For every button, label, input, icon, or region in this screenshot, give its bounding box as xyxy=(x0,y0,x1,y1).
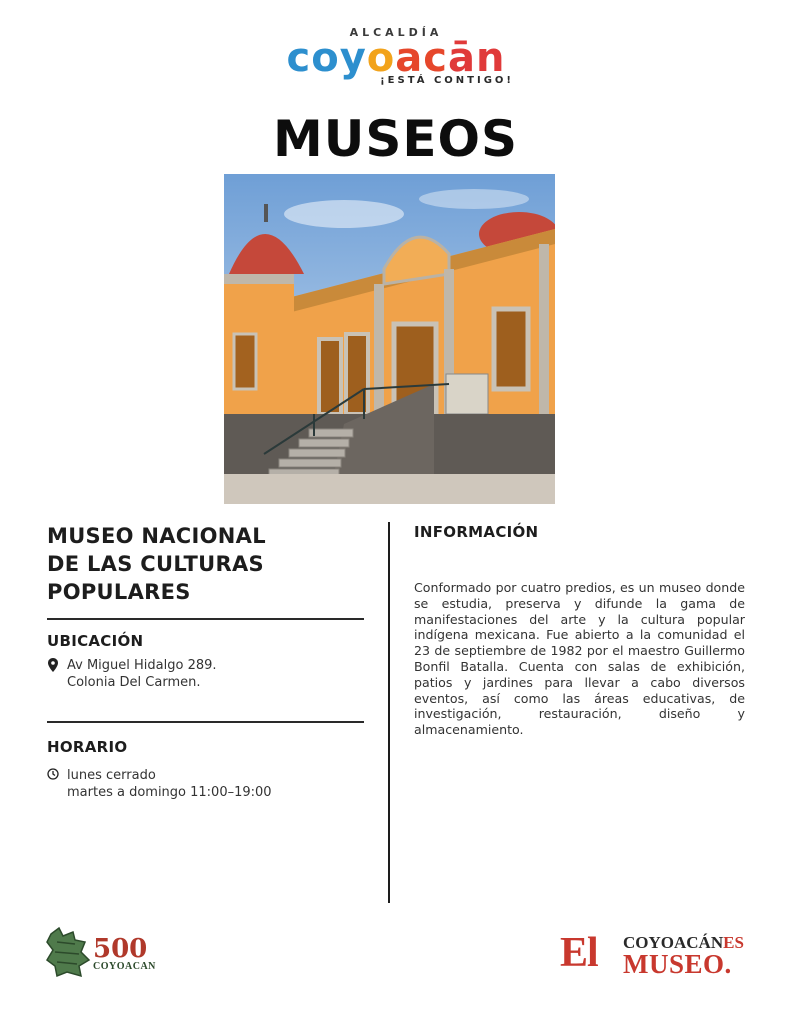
logo-coyoacan: COYOACÁN xyxy=(623,933,724,952)
alcaldia-coyoacan-logo xyxy=(270,26,522,96)
logo-letter: c xyxy=(286,35,312,81)
info-heading: INFORMACIÓN xyxy=(414,523,539,541)
address-line-1: Av Miguel Hidalgo 289. xyxy=(67,658,217,673)
logo-500-text: COYOACAN xyxy=(93,960,156,972)
logo-letter: y xyxy=(339,35,367,81)
coyoacan-500-logo xyxy=(45,926,165,982)
museum-name: MUSEO NACIONAL DE LAS CULTURAS POPULARES xyxy=(47,524,266,604)
logo-letter: ā xyxy=(448,35,476,81)
info-paragraph: Conformado por cuatro predios, es un museo donde se estudia, preserva y difunde la gama de manifestaciones del arte y la cultura popular indígena mexicana. Fue abierto a la comunidad el 23 de septiembre de 1982 por el maestro Guillermo Bonfil Batalla. Cuenta con salas de exhibición, patios y jardines para llevar a cabo diversos eventos, así como las áreas educativas, de investigación, restauración, diseño y almacenamiento. xyxy=(414,580,745,738)
logo-museo: MUSEO. xyxy=(623,949,732,979)
logo-es: ES xyxy=(723,933,744,952)
schedule-heading: HORARIO xyxy=(47,738,128,756)
schedule xyxy=(47,767,272,801)
logo-slogan: ¡ESTÁ CONTIGO! xyxy=(380,75,514,86)
address-line-2: Colonia Del Carmen. xyxy=(67,675,201,690)
logo-letter: o xyxy=(311,35,340,81)
logo-letter: o xyxy=(366,35,396,81)
el-coyoacan-es-museo-logo xyxy=(560,930,750,980)
logo-letter: a xyxy=(395,35,424,81)
location-heading: UBICACIÓN xyxy=(47,632,144,650)
clock-icon xyxy=(47,768,59,801)
logo-top-text: ALCALDÍA xyxy=(349,26,443,39)
divider xyxy=(47,721,364,723)
page-title: MUSEOS xyxy=(272,110,519,168)
logo-letter: n xyxy=(476,35,506,81)
divider xyxy=(47,618,364,620)
map-pin-icon xyxy=(47,658,59,691)
address xyxy=(47,657,217,691)
column-divider xyxy=(388,522,390,903)
schedule-line-1: lunes cerrado xyxy=(67,768,156,783)
logo-500-number: 500 xyxy=(93,933,148,964)
museum-photo xyxy=(224,174,555,504)
coyote-emblem-icon xyxy=(45,926,91,982)
schedule-line-2: martes a domingo 11:00–19:00 xyxy=(67,785,272,800)
logo-el: El xyxy=(560,930,598,976)
logo-letter: c xyxy=(423,35,448,81)
